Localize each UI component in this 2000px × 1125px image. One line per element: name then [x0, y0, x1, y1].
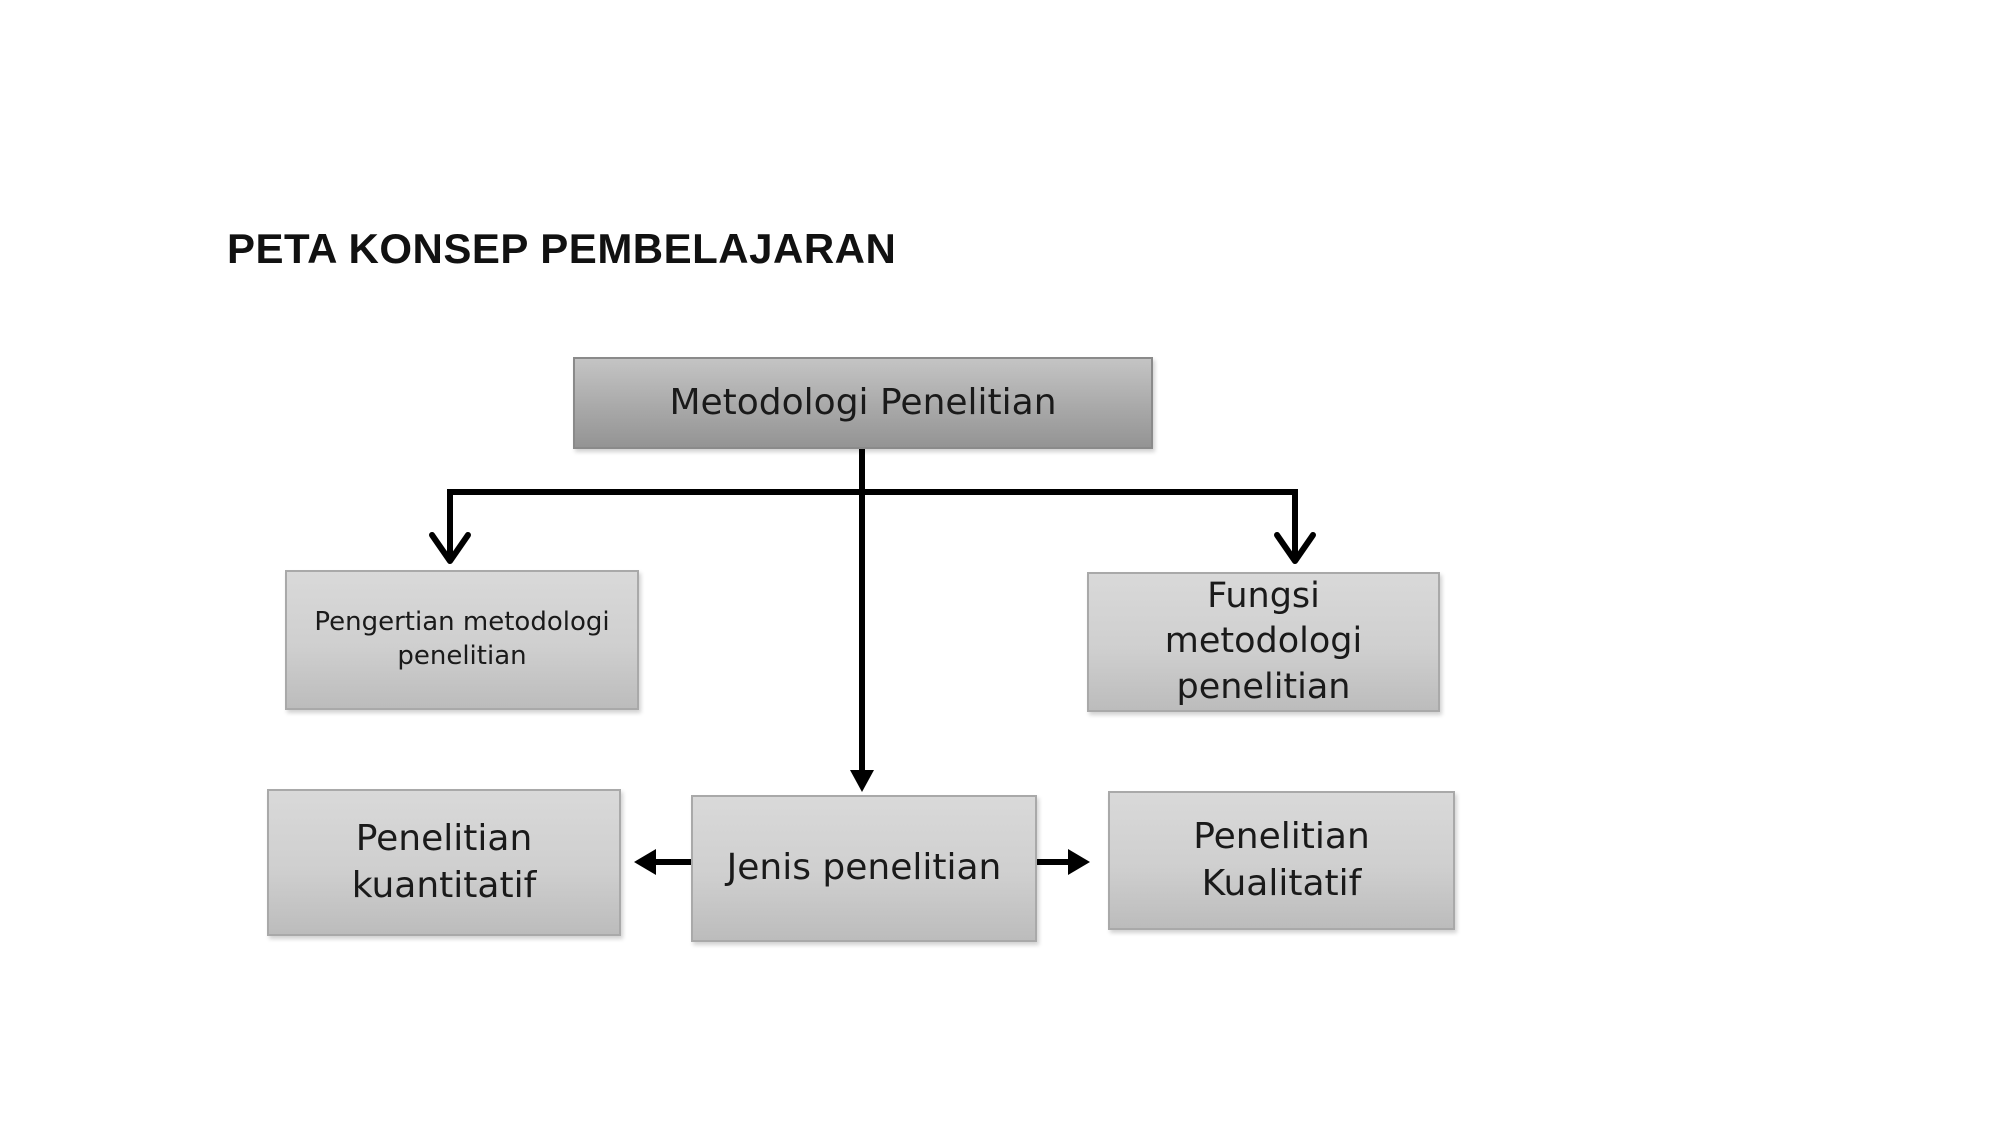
node-penelitian-kuantitatif	[267, 789, 621, 936]
node-penelitian-kualitatif	[1108, 791, 1455, 930]
node-jenis-penelitian	[691, 795, 1037, 942]
node-penelitian-kuantitatif-label: Penelitian kuantitatif	[351, 817, 537, 906]
node-metodologi-penelitian	[573, 357, 1153, 449]
node-jenis-penelitian-label: Jenis penelitian	[726, 847, 1002, 889]
node-penelitian-kualitatif-label: Penelitian Kualitatif	[1193, 815, 1370, 904]
arrowhead-quantitative	[634, 849, 656, 875]
node-pengertian-metodologi	[285, 570, 639, 710]
arrowhead-qualitative	[1068, 849, 1090, 875]
node-pengertian-metodologi-label: Pengertian metodologi penelitian	[314, 607, 610, 671]
arrowhead-types	[850, 770, 874, 792]
page-title: PETA KONSEP PEMBELAJARAN	[227, 225, 897, 272]
node-metodologi-penelitian-label: Metodologi Penelitian	[669, 381, 1057, 423]
node-fungsi-metodologi-label: Fungsi metodologi penelitian	[1164, 575, 1363, 707]
node-fungsi-metodologi	[1087, 572, 1440, 712]
